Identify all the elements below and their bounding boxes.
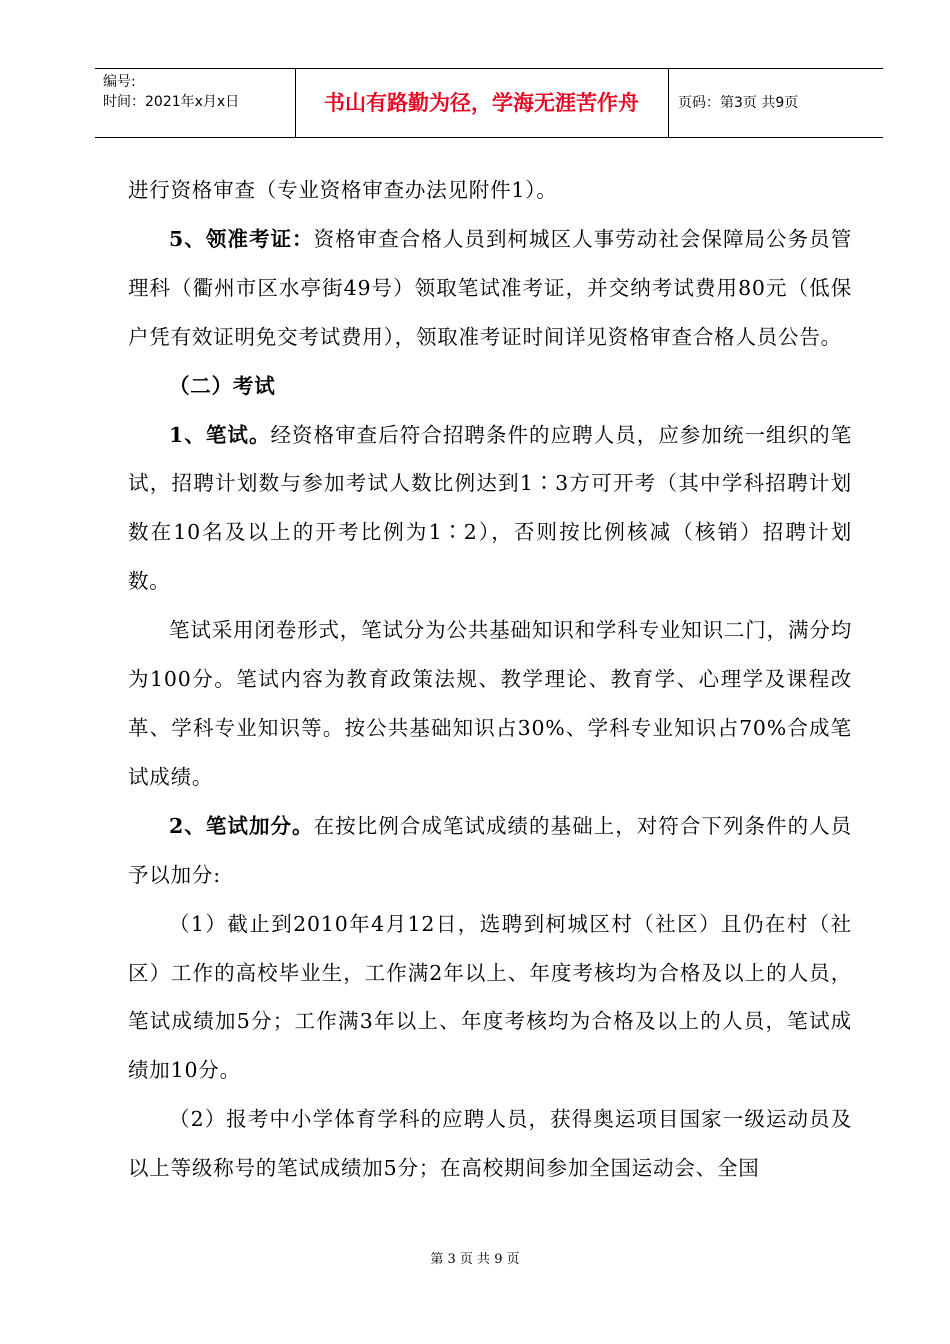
page-footer: 第 3 页 共 9 页 — [430, 1252, 520, 1267]
document-time-label: 时间：2021年x月x日 — [103, 94, 240, 110]
paragraph-lead: 2、笔试加分。 — [169, 813, 314, 838]
paragraph-text: （2）报考中小学体育学科的应聘人员，获得奥运项目国家一级运动员及以上等级称号的笔试成绩加5分；在高校期间参加全国运动会、全国 — [128, 1107, 852, 1181]
paragraph-text: 笔试采用闭卷形式，笔试分为公共基础知识和学科专业知识二门，满分均为100分。笔试内容为教育政策法规、教学理论、教育学、心理学及课程改革、学科专业知识等。按公共基础知识占30%、学科专业知识占70%合成笔试成绩。 — [128, 618, 852, 789]
header-page-info: 页码：第3页 共9页 — [678, 95, 799, 111]
header-meta-cell — [95, 69, 296, 137]
document-body — [128, 166, 852, 1193]
paragraph-text: 经资格审查后符合招聘条件的应聘人员，应参加统一组织的笔试，招聘计划数与参加考试人数比例达到1∶3方可开考（其中学科招聘计划数在10名及以上的开考比例为1∶2），否则按比例核减（核销）招聘计划数。 — [128, 422, 852, 594]
paragraph — [128, 900, 852, 1096]
document-number-label: 编号: — [103, 74, 136, 90]
section-heading: （二）考试 — [169, 373, 276, 398]
paragraph-text: 资格审查合格人员到柯城区人事劳动社会保障局公务员管理科（衢州市区水亭街49号）领取笔试准考证，并交纳考试费用80元（低保户凭有效证明免交考试费用），领取准考证时间详见资格审查合格人员公告。 — [128, 226, 852, 349]
paragraph — [128, 606, 852, 802]
paragraph — [128, 802, 852, 900]
paragraph — [128, 215, 852, 362]
paragraph — [128, 411, 852, 607]
paragraph — [128, 166, 852, 215]
header-page-cell — [668, 69, 883, 137]
paragraph — [128, 1095, 852, 1193]
paragraph-lead: 5、领准考证： — [169, 226, 314, 251]
header-motto-cell — [295, 69, 669, 137]
paragraph-text: （1）截止到2010年4月12日，选聘到柯城区村（社区）且仍在村（社区）工作的高校毕业生，工作满2年以上、年度考核均为合格及以上的人员，笔试成绩加5分；工作满3年以上、年度考核均为合格及以上的人员，笔试成绩加10分。 — [128, 911, 852, 1083]
document-header — [95, 68, 883, 138]
paragraph-text: 在按比例合成笔试成绩的基础上，对符合下列条件的人员予以加分: — [128, 813, 852, 887]
header-motto: 书山有路勤为径，学海无涯苦作舟 — [324, 91, 639, 115]
paragraph-lead: 1、笔试。 — [169, 422, 271, 447]
paragraph-text: 进行资格审查（专业资格审查办法见附件1）。 — [128, 178, 558, 202]
